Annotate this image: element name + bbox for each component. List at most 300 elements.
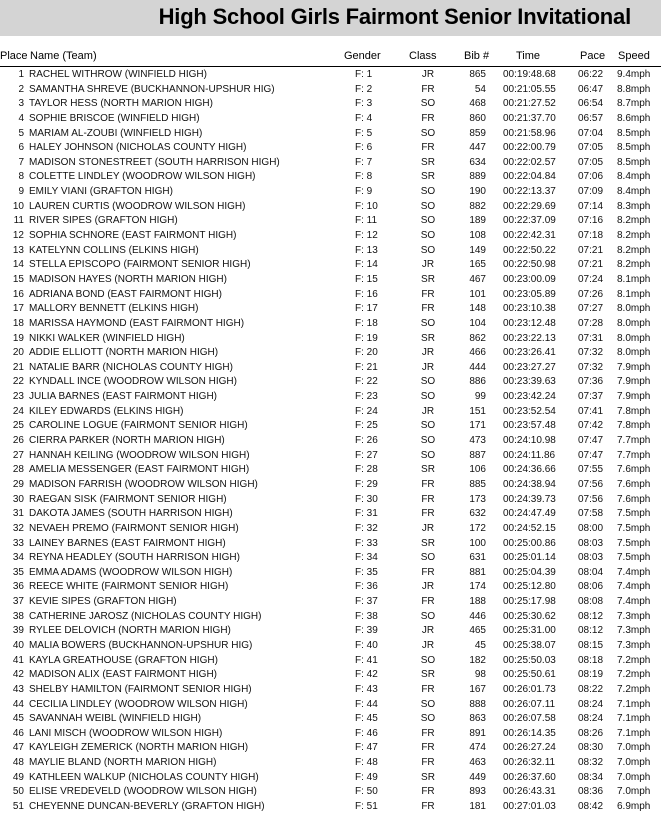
cell-bib: 893 xyxy=(469,786,486,798)
table-row xyxy=(0,390,661,405)
cell-speed: 7.2mph xyxy=(617,654,651,666)
cell-speed: 8.0mph xyxy=(617,347,651,359)
cell-class: SR xyxy=(421,771,435,783)
cell-gender: F: 24 xyxy=(355,405,378,417)
cell-class: FR xyxy=(421,801,435,813)
cell-pace: 07:06 xyxy=(578,171,604,183)
cell-class: JR xyxy=(421,581,435,593)
table-row xyxy=(0,756,661,771)
cell-gender: F: 4 xyxy=(355,112,373,124)
cell-bib: 889 xyxy=(469,171,486,183)
cell-pace: 07:27 xyxy=(578,303,604,315)
cell-gender: F: 32 xyxy=(355,522,378,534)
cell-speed: 6.9mph xyxy=(617,801,651,813)
cell-place: 28 xyxy=(12,464,24,476)
cell-place: 38 xyxy=(12,610,24,622)
cell-name: DAKOTA JAMES (SOUTH HARRISON HIGH) xyxy=(29,508,233,520)
cell-speed: 7.5mph xyxy=(617,552,651,564)
cell-pace: 07:55 xyxy=(578,464,604,476)
cell-name: KATHLEEN WALKUP (NICHOLAS COUNTY HIGH) xyxy=(29,771,259,783)
cell-bib: 474 xyxy=(469,742,486,754)
cell-speed: 7.9mph xyxy=(617,361,651,373)
cell-gender: F: 14 xyxy=(355,259,378,271)
cell-bib: 148 xyxy=(469,303,486,315)
cell-name: MAYLIE BLAND (NORTH MARION HIGH) xyxy=(29,757,217,769)
cell-class: FR xyxy=(421,757,435,769)
cell-bib: 151 xyxy=(469,405,486,417)
table-row xyxy=(0,493,661,508)
cell-bib: 189 xyxy=(469,215,486,227)
cell-time: 00:25:01.14 xyxy=(503,552,556,564)
cell-gender: F: 34 xyxy=(355,552,378,564)
cell-gender: F: 8 xyxy=(355,171,373,183)
cell-pace: 06:54 xyxy=(578,98,604,110)
cell-place: 24 xyxy=(12,405,24,417)
cell-place: 35 xyxy=(12,566,24,578)
cell-bib: 54 xyxy=(474,83,486,95)
cell-class: SO xyxy=(420,420,436,432)
cell-speed: 8.5mph xyxy=(617,156,651,168)
cell-name: CAROLINE LOGUE (FAIRMONT SENIOR HIGH) xyxy=(29,420,248,432)
cell-bib: 98 xyxy=(474,669,486,681)
cell-bib: 860 xyxy=(469,112,486,124)
cell-bib: 182 xyxy=(469,654,486,666)
cell-bib: 45 xyxy=(474,639,486,651)
cell-bib: 446 xyxy=(469,610,486,622)
cell-name: MALLORY BENNETT (ELKINS HIGH) xyxy=(29,303,199,315)
cell-bib: 101 xyxy=(469,288,486,300)
cell-speed: 8.0mph xyxy=(617,303,651,315)
cell-gender: F: 28 xyxy=(355,464,378,476)
cell-bib: 99 xyxy=(474,391,486,403)
header-name: Name (Team) xyxy=(30,50,97,62)
table-row xyxy=(0,507,661,522)
table-header xyxy=(0,50,661,67)
header-gender: Gender xyxy=(344,50,381,62)
cell-pace: 07:21 xyxy=(578,259,604,271)
table-row xyxy=(0,375,661,390)
cell-name: CECILIA LINDLEY (WOODROW WILSON HIGH) xyxy=(29,698,248,710)
cell-bib: 882 xyxy=(469,200,486,212)
cell-class: FR xyxy=(421,683,435,695)
cell-pace: 07:16 xyxy=(578,215,604,227)
results-table xyxy=(0,68,661,813)
cell-speed: 7.4mph xyxy=(617,581,651,593)
cell-gender: F: 7 xyxy=(355,156,373,168)
cell-gender: F: 38 xyxy=(355,610,378,622)
cell-bib: 886 xyxy=(469,376,486,388)
cell-class: SO xyxy=(420,654,436,666)
cell-class: SR xyxy=(421,156,435,168)
cell-time: 00:25:50.03 xyxy=(503,654,556,666)
cell-time: 00:23:22.13 xyxy=(503,332,556,344)
table-row xyxy=(0,258,661,273)
cell-class: FR xyxy=(421,566,435,578)
cell-pace: 08:03 xyxy=(578,552,604,564)
cell-class: SR xyxy=(421,273,435,285)
cell-place: 14 xyxy=(12,259,24,271)
cell-name: KYNDALL INCE (WOODROW WILSON HIGH) xyxy=(29,376,237,388)
cell-class: SO xyxy=(420,127,436,139)
cell-name: ELISE VREDEVELD (WOODROW WILSON HIGH) xyxy=(29,786,257,798)
cell-class: SR xyxy=(421,171,435,183)
header-time: Time xyxy=(516,50,541,62)
table-row xyxy=(0,434,661,449)
cell-time: 00:22:50.98 xyxy=(503,259,556,271)
cell-class: SR xyxy=(421,332,435,344)
table-row xyxy=(0,244,661,259)
table-row xyxy=(0,537,661,552)
table-row xyxy=(0,317,661,332)
cell-name: LANI MISCH (WOODROW WILSON HIGH) xyxy=(29,727,223,739)
cell-place: 51 xyxy=(12,801,24,813)
cell-gender: F: 16 xyxy=(355,288,378,300)
header-speed: Speed xyxy=(618,50,650,62)
cell-gender: F: 47 xyxy=(355,742,378,754)
cell-place: 37 xyxy=(12,596,24,608)
table-row xyxy=(0,405,661,420)
cell-speed: 7.6mph xyxy=(617,478,651,490)
cell-gender: F: 25 xyxy=(355,420,378,432)
cell-place: 34 xyxy=(12,552,24,564)
cell-class: JR xyxy=(421,347,435,359)
cell-name: MADISON STONESTREET (SOUTH HARRISON HIGH) xyxy=(29,156,280,168)
cell-gender: F: 45 xyxy=(355,713,378,725)
cell-time: 00:26:32.11 xyxy=(503,757,556,769)
cell-place: 27 xyxy=(12,449,24,461)
cell-time: 00:23:26.41 xyxy=(503,347,556,359)
cell-place: 20 xyxy=(12,347,24,359)
cell-bib: 467 xyxy=(469,273,486,285)
cell-speed: 8.8mph xyxy=(617,83,651,95)
cell-time: 00:23:42.24 xyxy=(503,391,556,403)
cell-place: 31 xyxy=(12,508,24,520)
table-row xyxy=(0,478,661,493)
cell-place: 12 xyxy=(12,230,24,242)
cell-class: SO xyxy=(420,317,436,329)
table-row xyxy=(0,639,661,654)
cell-place: 17 xyxy=(12,303,24,315)
cell-time: 00:23:12.48 xyxy=(503,317,556,329)
cell-place: 30 xyxy=(12,493,24,505)
cell-class: JR xyxy=(421,259,435,271)
cell-gender: F: 30 xyxy=(355,493,378,505)
cell-bib: 173 xyxy=(469,493,486,505)
table-row xyxy=(0,566,661,581)
cell-place: 15 xyxy=(12,273,24,285)
cell-name: RAEGAN SISK (FAIRMONT SENIOR HIGH) xyxy=(29,493,227,505)
cell-name: CIERRA PARKER (NORTH MARION HIGH) xyxy=(29,435,225,447)
cell-bib: 887 xyxy=(469,449,486,461)
cell-speed: 7.7mph xyxy=(617,435,651,447)
cell-time: 00:27:01.03 xyxy=(503,801,556,813)
cell-gender: F: 36 xyxy=(355,581,378,593)
cell-name: MADISON ALIX (EAST FAIRMONT HIGH) xyxy=(29,669,217,681)
cell-gender: F: 2 xyxy=(355,83,373,95)
cell-pace: 08:04 xyxy=(578,566,604,578)
cell-speed: 8.2mph xyxy=(617,244,651,256)
cell-name: KILEY EDWARDS (ELKINS HIGH) xyxy=(29,405,184,417)
cell-class: FR xyxy=(421,288,435,300)
cell-time: 00:23:27.27 xyxy=(503,361,556,373)
cell-gender: F: 46 xyxy=(355,727,378,739)
cell-speed: 8.0mph xyxy=(617,332,651,344)
cell-speed: 8.1mph xyxy=(617,288,651,300)
cell-name: NIKKI WALKER (WINFIELD HIGH) xyxy=(29,332,185,344)
cell-time: 00:23:00.09 xyxy=(503,273,556,285)
cell-speed: 7.2mph xyxy=(617,683,651,695)
cell-bib: 149 xyxy=(469,244,486,256)
cell-bib: 859 xyxy=(469,127,486,139)
cell-pace: 08:12 xyxy=(578,610,604,622)
cell-pace: 07:56 xyxy=(578,493,604,505)
cell-pace: 07:56 xyxy=(578,478,604,490)
table-row xyxy=(0,449,661,464)
cell-time: 00:21:37.70 xyxy=(503,112,556,124)
table-row xyxy=(0,624,661,639)
cell-pace: 08:36 xyxy=(578,786,604,798)
cell-name: KAYLA GREATHOUSE (GRAFTON HIGH) xyxy=(29,654,218,666)
cell-class: SO xyxy=(420,449,436,461)
cell-pace: 08:15 xyxy=(578,639,604,651)
table-row xyxy=(0,727,661,742)
cell-speed: 7.2mph xyxy=(617,669,651,681)
cell-pace: 08:03 xyxy=(578,537,604,549)
cell-gender: F: 27 xyxy=(355,449,378,461)
cell-gender: F: 22 xyxy=(355,376,378,388)
cell-gender: F: 13 xyxy=(355,244,378,256)
cell-speed: 7.3mph xyxy=(617,639,651,651)
cell-time: 00:24:38.94 xyxy=(503,478,556,490)
cell-place: 8 xyxy=(18,171,24,183)
cell-speed: 7.7mph xyxy=(617,449,651,461)
table-row xyxy=(0,68,661,83)
cell-speed: 8.2mph xyxy=(617,259,651,271)
cell-pace: 08:19 xyxy=(578,669,604,681)
cell-pace: 07:36 xyxy=(578,376,604,388)
cell-bib: 631 xyxy=(469,552,486,564)
table-row xyxy=(0,683,661,698)
table-row xyxy=(0,771,661,786)
table-row xyxy=(0,83,661,98)
cell-name: SOPHIA SCHNORE (EAST FAIRMONT HIGH) xyxy=(29,230,237,242)
cell-speed: 8.3mph xyxy=(617,200,651,212)
cell-time: 00:26:43.31 xyxy=(503,786,556,798)
cell-pace: 07:32 xyxy=(578,361,604,373)
cell-gender: F: 1 xyxy=(355,69,373,80)
cell-bib: 465 xyxy=(469,625,486,637)
cell-name: EMMA ADAMS (WOODROW WILSON HIGH) xyxy=(29,566,233,578)
cell-place: 33 xyxy=(12,537,24,549)
cell-name: STELLA EPISCOPO (FAIRMONT SENIOR HIGH) xyxy=(29,259,251,271)
table-row xyxy=(0,712,661,727)
cell-speed: 7.6mph xyxy=(617,493,651,505)
cell-time: 00:25:30.62 xyxy=(503,610,556,622)
cell-speed: 7.1mph xyxy=(617,727,651,739)
cell-time: 00:21:58.96 xyxy=(503,127,556,139)
cell-name: EMILY VIANI (GRAFTON HIGH) xyxy=(29,186,173,198)
cell-name: KAYLEIGH ZEMERICK (NORTH MARION HIGH) xyxy=(29,742,249,754)
cell-speed: 7.5mph xyxy=(617,508,651,520)
cell-gender: F: 48 xyxy=(355,757,378,769)
cell-place: 49 xyxy=(12,771,24,783)
cell-speed: 7.1mph xyxy=(617,713,651,725)
cell-time: 00:26:14.35 xyxy=(503,727,556,739)
cell-bib: 463 xyxy=(469,757,486,769)
table-row xyxy=(0,273,661,288)
cell-time: 00:19:48.68 xyxy=(503,69,556,80)
table-row xyxy=(0,522,661,537)
cell-time: 00:26:07.11 xyxy=(503,698,556,710)
cell-class: SO xyxy=(420,610,436,622)
cell-speed: 7.0mph xyxy=(617,757,651,769)
cell-speed: 8.6mph xyxy=(617,112,651,124)
cell-class: FR xyxy=(421,303,435,315)
cell-place: 10 xyxy=(12,200,24,212)
cell-place: 48 xyxy=(12,757,24,769)
cell-name: SAMANTHA SHREVE (BUCKHANNON-UPSHUR HIG) xyxy=(29,83,275,95)
table-row xyxy=(0,785,661,800)
cell-name: MALIA BOWERS (BUCKHANNON-UPSHUR HIG) xyxy=(29,639,253,651)
header-pace: Pace xyxy=(580,50,606,62)
cell-class: FR xyxy=(421,727,435,739)
cell-gender: F: 6 xyxy=(355,142,373,154)
cell-time: 00:21:27.52 xyxy=(503,98,556,110)
cell-place: 23 xyxy=(12,391,24,403)
cell-gender: F: 37 xyxy=(355,596,378,608)
cell-gender: F: 31 xyxy=(355,508,378,520)
table-row xyxy=(0,610,661,625)
cell-bib: 888 xyxy=(469,698,486,710)
cell-time: 00:24:36.66 xyxy=(503,464,556,476)
cell-place: 5 xyxy=(18,127,24,139)
cell-time: 00:25:38.07 xyxy=(503,639,556,651)
cell-pace: 08:30 xyxy=(578,742,604,754)
cell-gender: F: 9 xyxy=(355,186,373,198)
cell-pace: 07:24 xyxy=(578,273,604,285)
table-row xyxy=(0,551,661,566)
table-row xyxy=(0,156,661,171)
cell-gender: F: 21 xyxy=(355,361,378,373)
cell-speed: 7.8mph xyxy=(617,405,651,417)
cell-class: SO xyxy=(420,698,436,710)
cell-place: 13 xyxy=(12,244,24,256)
table-row xyxy=(0,346,661,361)
cell-time: 00:25:17.98 xyxy=(503,596,556,608)
cell-bib: 444 xyxy=(469,361,486,373)
cell-place: 46 xyxy=(12,727,24,739)
cell-time: 00:22:42.31 xyxy=(503,230,556,242)
cell-gender: F: 23 xyxy=(355,391,378,403)
cell-pace: 07:14 xyxy=(578,200,604,212)
cell-name: AMELIA MESSENGER (EAST FAIRMONT HIGH) xyxy=(29,464,250,476)
cell-class: SO xyxy=(420,376,436,388)
cell-gender: F: 5 xyxy=(355,127,373,139)
cell-pace: 08:12 xyxy=(578,625,604,637)
cell-place: 21 xyxy=(12,361,24,373)
cell-bib: 865 xyxy=(469,69,486,80)
cell-bib: 885 xyxy=(469,478,486,490)
cell-pace: 07:18 xyxy=(578,230,604,242)
table-row xyxy=(0,214,661,229)
cell-time: 00:22:04.84 xyxy=(503,171,556,183)
cell-place: 9 xyxy=(18,186,24,198)
cell-speed: 7.8mph xyxy=(617,420,651,432)
cell-class: SO xyxy=(420,552,436,564)
cell-time: 00:26:01.73 xyxy=(503,683,556,695)
cell-pace: 07:47 xyxy=(578,435,604,447)
cell-gender: F: 44 xyxy=(355,698,378,710)
cell-bib: 449 xyxy=(469,771,486,783)
cell-pace: 08:22 xyxy=(578,683,604,695)
cell-name: KATELYNN COLLINS (ELKINS HIGH) xyxy=(29,244,199,256)
cell-place: 26 xyxy=(12,435,24,447)
cell-class: SO xyxy=(420,435,436,447)
cell-name: MADISON FARRISH (WOODROW WILSON HIGH) xyxy=(29,478,258,490)
cell-time: 00:24:52.15 xyxy=(503,522,556,534)
cell-place: 40 xyxy=(12,639,24,651)
cell-pace: 08:00 xyxy=(578,522,604,534)
cell-bib: 466 xyxy=(469,347,486,359)
cell-bib: 634 xyxy=(469,156,486,168)
cell-time: 00:23:10.38 xyxy=(503,303,556,315)
cell-place: 42 xyxy=(12,669,24,681)
cell-name: KEVIE SIPES (GRAFTON HIGH) xyxy=(29,596,177,608)
cell-place: 43 xyxy=(12,683,24,695)
cell-gender: F: 49 xyxy=(355,771,378,783)
cell-place: 45 xyxy=(12,713,24,725)
cell-speed: 8.1mph xyxy=(617,273,651,285)
cell-class: JR xyxy=(421,639,435,651)
cell-bib: 174 xyxy=(469,581,486,593)
cell-time: 00:22:37.09 xyxy=(503,215,556,227)
cell-class: JR xyxy=(421,625,435,637)
header-bib: Bib # xyxy=(464,50,490,62)
cell-class: SR xyxy=(421,669,435,681)
cell-name: REYNA HEADLEY (SOUTH HARRISON HIGH) xyxy=(29,552,240,564)
cell-time: 00:25:04.39 xyxy=(503,566,556,578)
cell-place: 7 xyxy=(18,156,24,168)
cell-bib: 165 xyxy=(469,259,486,271)
cell-gender: F: 17 xyxy=(355,303,378,315)
table-row xyxy=(0,229,661,244)
cell-place: 22 xyxy=(12,376,24,388)
cell-pace: 07:05 xyxy=(578,142,604,154)
cell-class: SO xyxy=(420,230,436,242)
cell-pace: 06:47 xyxy=(578,83,604,95)
cell-place: 50 xyxy=(12,786,24,798)
cell-speed: 8.2mph xyxy=(617,230,651,242)
cell-bib: 108 xyxy=(469,230,486,242)
cell-name: ADRIANA BOND (EAST FAIRMONT HIGH) xyxy=(29,288,222,300)
cell-place: 41 xyxy=(12,654,24,666)
cell-gender: F: 35 xyxy=(355,566,378,578)
cell-speed: 7.6mph xyxy=(617,464,651,476)
cell-speed: 7.3mph xyxy=(617,625,651,637)
cell-speed: 8.4mph xyxy=(617,171,651,183)
cell-place: 18 xyxy=(12,317,24,329)
cell-gender: F: 29 xyxy=(355,478,378,490)
cell-speed: 7.0mph xyxy=(617,742,651,754)
cell-pace: 08:34 xyxy=(578,771,604,783)
table-row xyxy=(0,668,661,683)
cell-pace: 06:57 xyxy=(578,112,604,124)
cell-name: ADDIE ELLIOTT (NORTH MARION HIGH) xyxy=(29,347,219,359)
cell-speed: 8.4mph xyxy=(617,186,651,198)
cell-bib: 468 xyxy=(469,98,486,110)
cell-bib: 862 xyxy=(469,332,486,344)
cell-class: FR xyxy=(421,786,435,798)
